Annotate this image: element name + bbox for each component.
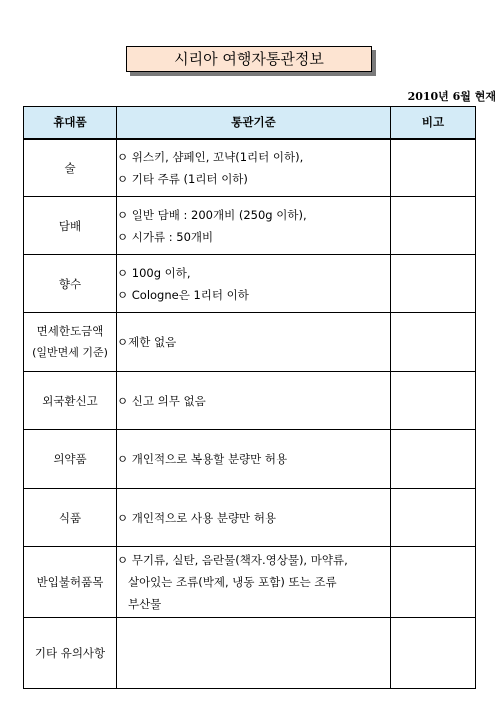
row-note bbox=[391, 618, 476, 689]
row-rule-prohibited: ㅇ 무기류, 실탄, 음란물(책자.영상물), 마약류, 살아있는 조류(박제, 냉동 포함) 또는 조류 부산물 bbox=[117, 547, 391, 618]
customs-table bbox=[23, 106, 476, 689]
table-row bbox=[24, 430, 476, 489]
row-note bbox=[391, 547, 476, 618]
row-item-liquor: 술 bbox=[24, 139, 117, 197]
table-row bbox=[24, 618, 476, 689]
date-label: 2010년 6월 현재 bbox=[407, 90, 496, 103]
row-item-other-notes: 기타 유의사항 bbox=[24, 618, 117, 689]
page-title: 시리아 여행자통관정보 bbox=[126, 46, 372, 72]
table-row bbox=[24, 547, 476, 618]
table-row bbox=[24, 255, 476, 313]
row-rule-medicine: ㅇ 개인적으로 복용할 분량만 허용 bbox=[117, 430, 391, 489]
table-row bbox=[24, 197, 476, 255]
row-rule-currency: ㅇ 신고 의무 없음 bbox=[117, 372, 391, 430]
row-note bbox=[391, 372, 476, 430]
row-note bbox=[391, 430, 476, 489]
header-note: 비고 bbox=[391, 107, 476, 139]
row-rule-perfume: ㅇ 100g 이하, ㅇ Cologne은 1리터 이하 bbox=[117, 255, 391, 313]
row-note bbox=[391, 197, 476, 255]
row-item-food: 식품 bbox=[24, 489, 117, 547]
row-rule-tobacco: ㅇ 일반 담배 : 200개비 (250g 이하), ㅇ 시가류 : 50개비 bbox=[117, 197, 391, 255]
title-frame bbox=[126, 46, 372, 72]
header-item: 휴대품 bbox=[24, 107, 117, 139]
row-note bbox=[391, 139, 476, 197]
row-note bbox=[391, 489, 476, 547]
row-item-dutyfree-limit: 면세한도금액 (일반면세 기준) bbox=[24, 313, 117, 372]
table-row bbox=[24, 489, 476, 547]
table-header-row bbox=[24, 107, 476, 139]
row-item-prohibited: 반입불허품목 bbox=[24, 547, 117, 618]
row-item-currency: 외국환신고 bbox=[24, 372, 117, 430]
row-item-perfume: 향수 bbox=[24, 255, 117, 313]
table-row bbox=[24, 139, 476, 197]
row-note bbox=[391, 313, 476, 372]
header-rule: 통관기준 bbox=[117, 107, 391, 139]
row-rule-food: ㅇ 개인적으로 사용 분량만 허용 bbox=[117, 489, 391, 547]
row-rule-other-notes bbox=[117, 618, 391, 689]
row-item-medicine: 의약품 bbox=[24, 430, 117, 489]
table-row bbox=[24, 313, 476, 372]
row-item-tobacco: 담배 bbox=[24, 197, 117, 255]
row-rule-liquor: ㅇ 위스키, 샴페인, 꼬냑(1리터 이하), ㅇ 기타 주류 (1리터 이하) bbox=[117, 139, 391, 197]
table-row bbox=[24, 372, 476, 430]
row-note bbox=[391, 255, 476, 313]
row-rule-dutyfree-limit: ㅇ제한 없음 bbox=[117, 313, 391, 372]
